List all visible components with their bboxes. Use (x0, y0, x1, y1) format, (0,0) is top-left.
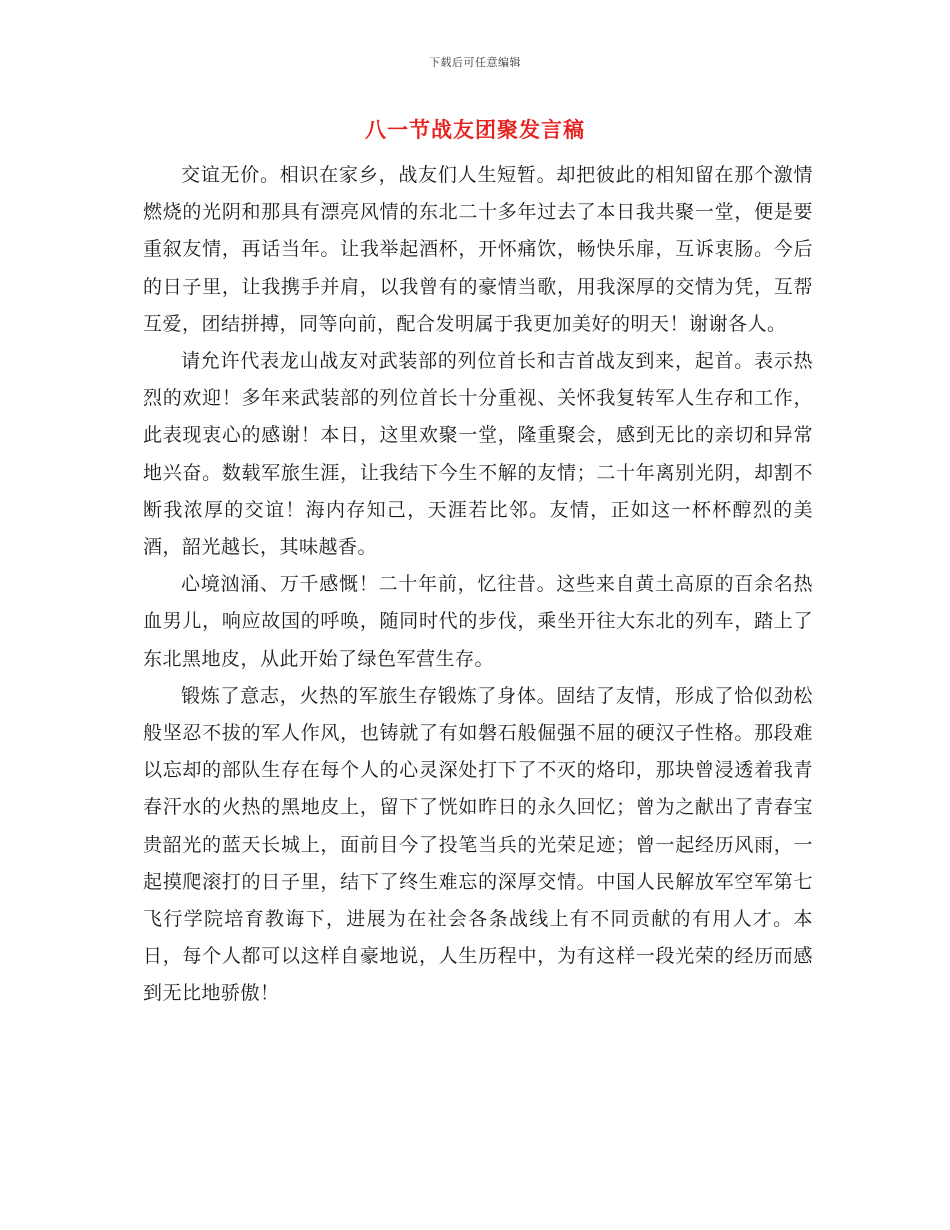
document-title: 八一节战友团聚发言稿 (365, 117, 585, 142)
paragraph: 心境汹涌、万千感慨！二十年前，忆往昔。这些来自黄土高原的百余名热血男儿，响应故国的呼唤，随同时代的步伐，乘坐开往大东北的列车，踏上了东北黑地皮，从此开始了绿色军营生存。 (143, 573, 813, 670)
page-header-note: 下载后可任意编辑 (429, 56, 521, 69)
paragraph: 请允许代表龙山战友对武装部的列位首长和吉首战友到来，起首。表示热烈的欢迎！多年来武装部的列位首长十分重视、关怀我复转军人生存和工作，此表现衷心的感谢！本日，这里欢聚一堂，隆重聚会，感到无比的亲切和异常地兴奋。数载军旅生涯，让我结下今生不解的友情；二十年离别光阴，却割不断我浓厚的交谊！海内存知己，天涯若比邻。友情，正如这一杯杯醇烈的美酒，韶光越长，其味越香。 (143, 350, 813, 559)
document-body (143, 157, 813, 1013)
paragraph: 锻炼了意志，火热的军旅生存锻炼了身体。固结了友情，形成了恰似劲松般坚忍不拔的军人作风，也铸就了有如磐石般倔强不屈的硬汉子性格。那段难以忘却的部队生存在每个人的心灵深处打下了不灭的烙印，那块曾浸透着我青春汗水的火热的黑地皮上，留下了恍如昨日的永久回忆；曾为之献出了青春宝贵韶光的蓝天长城上，面前目今了投笔当兵的光荣足迹；曾一起经历风雨，一起摸爬滚打的日子里，结下了终生难忘的深厚交情。中国人民解放军空军第七飞行学院培育教诲下，进展为在社会各条战线上有不同贡献的有用人才。本日，每个人都可以这样自豪地说，人生历程中，为有这样一段光荣的经历而感到无比地骄傲！ (143, 684, 813, 1005)
paragraph: 交谊无价。相识在家乡，战友们人生短暂。却把彼此的相知留在那个激情燃烧的光阴和那具有漂亮风情的东北二十多年过去了本日我共聚一堂，便是要重叙友情，再话当年。让我举起酒杯，开怀痛饮，畅快乐扉，互诉衷肠。今后的日子里，让我携手并肩，以我曾有的豪情当歌，用我深厚的交情为凭，互帮互爱，团结拼搏，同等向前，配合发明属于我更加美好的明天！谢谢各人。 (143, 164, 813, 335)
